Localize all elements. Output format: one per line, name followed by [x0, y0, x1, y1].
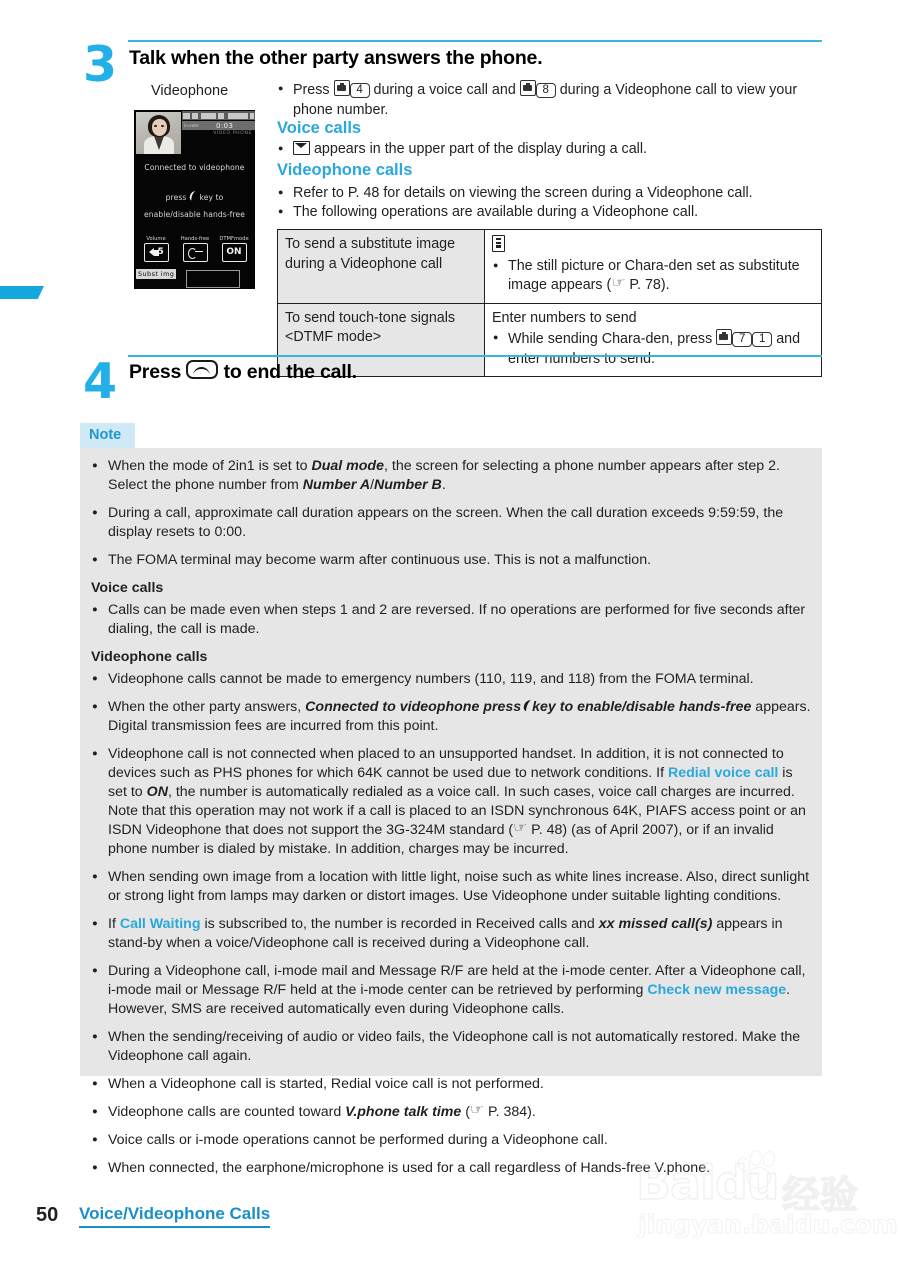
note-subheading: Voice calls	[91, 580, 164, 596]
duration-label: in-vote	[184, 122, 199, 128]
status-icon-2	[192, 113, 198, 119]
note-text: The FOMA terminal may become warm after continuous use. This is not a malfunction.	[108, 552, 652, 568]
step-3-number: 3	[83, 36, 117, 93]
note-text: When the sending/receiving of audio or video fails, the Videophone call is not automatically restored. Make the Videophone call again.	[108, 1029, 801, 1064]
videophone-indicator-icon	[293, 141, 310, 155]
watermark-url: jingyan.baidu.com	[638, 1210, 898, 1239]
volume-value-box	[144, 243, 169, 262]
note-text: During a call, approximate call duration appears on the screen. When the call duration exceeds 9:59:59, the display resets to 0:00.	[108, 505, 784, 540]
note-bullet	[92, 601, 814, 639]
phone-mode-label: VIDEO PHONE	[213, 131, 252, 136]
call-duration: 0:03	[216, 121, 234, 130]
press-pre: Press	[293, 82, 334, 98]
note-text: Voice calls or i-mode operations cannot be performed during a Videophone call.	[108, 1132, 608, 1148]
phone-handsfree-hint-line1	[134, 191, 255, 202]
step-3-title: Talk when the other party answers the phone.	[129, 47, 543, 69]
note-box	[80, 448, 822, 1176]
note-link-term: Call Waiting	[119, 916, 201, 932]
voice-calls-bullet-text: appears in the upper part of the display during a call.	[310, 141, 647, 157]
voice-calls-bullet	[277, 140, 823, 160]
note-emphasis: V.phone talk time	[345, 1104, 462, 1120]
camera-key-icon	[716, 329, 732, 345]
press-post: during a Videophone call to view your phone number.	[293, 82, 798, 118]
note-text: When the mode of 2in1 is set to	[108, 458, 312, 474]
note-subheading: Videophone calls	[91, 649, 208, 665]
dtmf-label: DTMFmode	[219, 236, 249, 242]
press-mid: during a voice call and	[369, 82, 520, 98]
note-text: When a Videophone call is started, Redial voice call is not performed.	[108, 1076, 544, 1092]
note-text: appears. Digital transmission fees are incurred from this point.	[108, 699, 811, 734]
phone-screenshot-caption: Videophone	[151, 83, 229, 99]
note-tab	[80, 423, 135, 448]
note-text: Videophone calls are counted toward	[108, 1104, 346, 1120]
key-8: 8	[536, 83, 556, 98]
i-menu-icon	[492, 235, 505, 252]
note-text: Calls can be made even when steps 1 and 2 are reversed. If no operations are performed for five seconds after dialing, the call is made.	[108, 602, 806, 637]
avatar-body	[144, 136, 174, 154]
note-emphasis: Number A	[302, 477, 371, 493]
hint-pre: press	[165, 193, 187, 202]
step-4-number: 4	[83, 353, 117, 410]
note-link-term: Check new message	[647, 982, 787, 998]
self-image-thumbnail	[136, 112, 181, 154]
phone-connected-text: Connected to videophone	[144, 163, 245, 172]
note-text: When connected, the earphone/microphone is used for a call regardless of Hands-free V.phone.	[108, 1160, 711, 1176]
videophone-calls-heading: Videophone calls	[277, 161, 413, 179]
dtmf-enter-text: Enter numbers to send	[492, 309, 637, 326]
send-key-icon	[521, 700, 532, 713]
step4-pre: Press	[129, 361, 187, 383]
note-text: Videophone call is not connected when placed to an unsupported handset. In addition, it is not connected to devices such as PHS phones for which 64K cannot be used due to network conditions. If	[108, 746, 784, 781]
note-bullet	[92, 457, 814, 495]
handsfree-value-box	[183, 243, 208, 262]
note-text: .	[441, 477, 446, 493]
note-text: P. 48) (as of April 2007), or if an invalid phone number is dialed by mistake. In addition, charges may be incurred.	[108, 822, 774, 857]
note-link-term: Redial voice call	[667, 765, 779, 781]
phone-dtmf-control	[218, 236, 250, 262]
table-cell-key: To send touch-tone signals <DTMF mode>	[278, 303, 485, 377]
volume-label: Volume	[146, 236, 166, 242]
subst-image-ref: P. 78).	[629, 277, 670, 293]
videophone-bullet-2-text: ● The following operations are available during a Videophone call.	[277, 203, 823, 223]
videophone-bullet-2	[277, 203, 823, 223]
table-row	[278, 230, 822, 304]
note-text: . However, SMS are received automatically even during Videophone calls.	[108, 982, 791, 1017]
chara-den-pre: While sending Chara-den, press	[508, 331, 717, 347]
page-number: 50	[36, 1204, 59, 1226]
dtmf-value: ON	[222, 243, 247, 262]
note-bullet	[92, 1159, 814, 1178]
note-emphasis: Connected to videophone press	[305, 699, 522, 715]
watermark-brand-cn: 经验	[782, 1175, 859, 1217]
chara-den-post: and enter numbers to send.	[508, 331, 801, 367]
note-emphasis: ON	[146, 784, 168, 800]
videophone-bullet-1	[277, 184, 823, 204]
note-text: /	[370, 477, 375, 493]
note-text: is set to	[108, 765, 793, 800]
subst-image-text: The still picture or Chara-den set as substitute image appears (	[508, 257, 800, 293]
phone-handsfree-control	[178, 236, 212, 262]
status-icon-6	[250, 113, 254, 119]
note-bullet	[92, 1131, 814, 1150]
videophone-bullet-1-text: ● Refer to P. 48 for details on viewing the screen during a Videophone call.	[277, 184, 823, 204]
step-4-rule	[128, 355, 822, 357]
table-row	[278, 303, 822, 377]
note-text: During a Videophone call, i-mode mail and Message R/F are held at the i-mode center. After a Videophone call, i-mode mail or Message R/F held at the i-mode center can be retrieved by performing	[108, 963, 806, 998]
note-bullet	[92, 962, 814, 1019]
note-text: If	[108, 916, 120, 932]
phone-volume-control	[141, 236, 171, 262]
reference-hand-icon	[513, 824, 531, 836]
status-icon-3	[201, 113, 216, 119]
note-label: Note	[89, 427, 122, 443]
table-cell-value	[485, 230, 822, 304]
camera-key-icon	[334, 80, 350, 96]
note-emphasis: key to enable/disable hands-free	[532, 699, 752, 715]
status-icon-4	[218, 113, 224, 119]
note-text: When sending own image from a location with little light, noise such as white lines increase. Also, direct sunlight or strong light from lamps may darken or distort images. Use Videophone under suitable lighting conditions.	[108, 869, 810, 904]
table-subbullet	[492, 329, 814, 369]
status-icon-1	[183, 113, 190, 119]
end-call-key-icon	[186, 360, 218, 379]
table-subbullet	[492, 257, 814, 296]
i-menu-icon-wrap	[492, 235, 814, 256]
reference-hand-icon	[611, 279, 629, 291]
note-emphasis: Dual mode	[311, 458, 384, 474]
watermark-brand: Baidu	[636, 1156, 779, 1210]
avatar-eye-right	[161, 125, 164, 127]
avatar-eye-left	[154, 125, 157, 127]
step4-post: to end the call.	[218, 361, 357, 383]
status-icon-5	[228, 113, 248, 119]
note-text: (	[461, 1104, 470, 1120]
step-3-rule	[128, 40, 822, 42]
page-edge-tab	[0, 286, 44, 299]
note-text: , the number is automatically redialed as a voice call. In such cases, voice call charges are incurred. Note that this operation may not work if a call is placed to an ISDN synchronous 64K, PIAFS access point or an ISDN Videophone that does not support the 3G-324M standard (	[108, 784, 806, 838]
note-bullet	[92, 915, 814, 953]
note-bullet	[92, 504, 814, 542]
send-key-icon	[188, 191, 197, 202]
phone-softkey-subst: Subst img	[138, 270, 175, 278]
table-cell-value	[485, 303, 822, 377]
key-1: 1	[752, 332, 772, 347]
note-bullet	[92, 551, 814, 570]
phone-screenshot	[134, 110, 255, 289]
handsfree-speaker-icon	[188, 247, 203, 258]
phone-softkey-box	[186, 270, 240, 288]
step3-bullet-press	[277, 80, 823, 120]
volume-value: 5	[157, 247, 164, 257]
camera-key-icon	[520, 80, 536, 96]
note-bullet	[92, 1103, 814, 1122]
phone-handsfree-hint-line2: enable/disable hands-free	[143, 210, 246, 219]
note-text: , the screen for selecting a phone number appears after step 2. Select the phone number from	[108, 458, 780, 493]
note-bullet	[92, 1075, 814, 1094]
note-bullet	[92, 868, 814, 906]
avatar-face	[152, 119, 167, 136]
note-bullet	[92, 698, 814, 736]
note-bullet	[92, 1028, 814, 1066]
key-7: 7	[732, 332, 752, 347]
note-bullet	[92, 745, 814, 859]
key-4: 4	[350, 83, 370, 98]
hint-post: key to	[199, 193, 224, 202]
note-text: P. 384).	[488, 1104, 536, 1120]
note-text: When the other party answers,	[108, 699, 306, 715]
voice-calls-heading: Voice calls	[277, 119, 362, 137]
step-4-title	[129, 360, 357, 384]
note-bullet	[92, 670, 814, 689]
note-emphasis: Number B	[374, 477, 442, 493]
note-list	[92, 457, 814, 1187]
handsfree-label: Hands-free	[180, 236, 210, 242]
phone-duration-row	[182, 121, 255, 130]
table-cell-key: To send a substitute image during a Videophone call	[278, 230, 485, 304]
note-text: appears in stand-by when a voice/Videophone call is received during a Videophone call.	[108, 916, 783, 951]
note-text: Videophone calls cannot be made to emergency numbers (110, 119, and 118) from the FOMA terminal.	[108, 671, 754, 687]
phone-status-bar	[182, 111, 255, 120]
note-text: is subscribed to, the number is recorded in Received calls and	[200, 916, 599, 932]
note-emphasis: xx missed call(s)	[598, 916, 713, 932]
page-section-title: Voice/Videophone Calls	[79, 1204, 270, 1228]
reference-hand-icon	[470, 1106, 488, 1118]
